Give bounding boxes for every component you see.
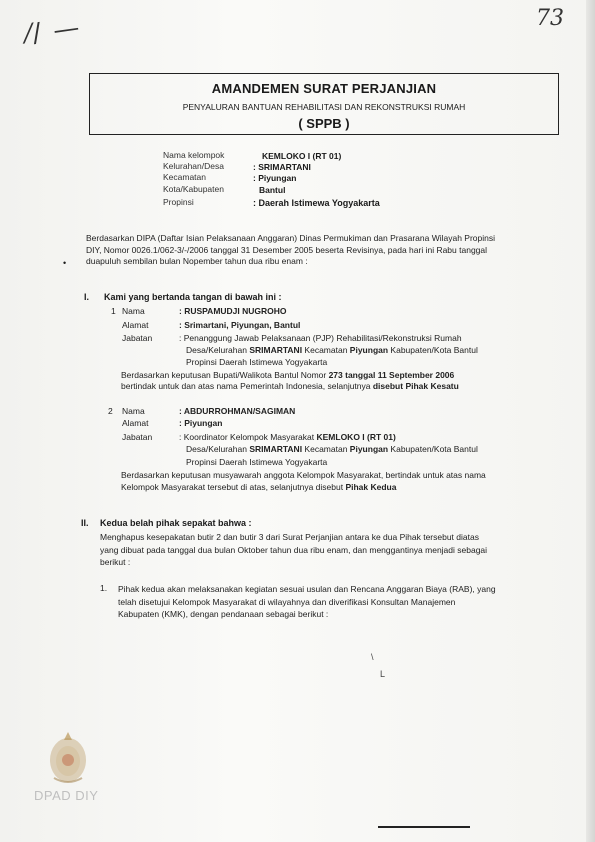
party-2-position-label: Jabatan — [122, 432, 153, 442]
party-2-address: : Piyungan — [179, 418, 223, 428]
district-name: Piyungan — [349, 444, 389, 454]
district-value: : Piyungan — [253, 173, 297, 183]
text-segment: bertindak untuk dan atas nama Pemerintah Indonesia, selanjutnya — [121, 381, 373, 391]
paragraph-line: Pihak kedua akan melaksanakan kegiatan sesuai usulan dan Rencana Anggaran Biaya (RAB), yang — [118, 584, 496, 594]
decree-number: 273 tanggal 11 September 2006 — [328, 370, 455, 380]
section-1-heading: Kami yang bertanda tangan di bawah ini : — [104, 292, 282, 302]
section-2-number: II. — [81, 518, 89, 528]
party-2-number: 2 — [108, 406, 113, 416]
stray-dot: • — [63, 258, 67, 268]
stray-mark: \ — [371, 652, 374, 662]
paragraph-line: Menghapus kesepakatan butir 2 dan butir 3 dari Surat Perjanjian antara ke dua Pihak tersebut diatas — [100, 532, 479, 542]
seal-icon — [44, 728, 92, 786]
item-1-text — [118, 583, 568, 621]
text-segment: Kecamatan — [302, 345, 350, 355]
intro-line: DIY, Nomor 0026.1/062-3/-/2006 tanggal 31 Desember 2005 beserta Revisinya, pada hari ini Rabu tanggal — [86, 244, 488, 255]
party-1-position-line-3: Propinsi Daerah Istimewa Yogyakarta — [186, 357, 328, 367]
province-value: : Daerah Istimewa Yogyakarta — [253, 198, 380, 208]
scan-edge — [586, 0, 595, 842]
village-name: SRIMARTANI — [249, 444, 303, 454]
party-2-position-line-3: Propinsi Daerah Istimewa Yogyakarta — [186, 457, 328, 467]
village-label: Kelurahan/Desa — [163, 161, 224, 171]
intro-line: duapuluh sembilan bulan Nopember tahun dua ribu enam : — [86, 256, 308, 266]
bottom-rule — [378, 826, 470, 828]
party-1-address-label: Alamat — [122, 320, 149, 330]
stray-mark: L — [380, 669, 386, 679]
paragraph-line: telah disetujui Kelompok Masyarakat di wilayahnya dan diverifikasi Konsultan Manajemen — [118, 596, 456, 607]
text-segment: Kelompok Masyarakat tersebut di atas, selanjutnya disebut — [121, 482, 346, 492]
section-2-paragraph — [100, 531, 570, 569]
text-segment: Kecamatan — [302, 444, 350, 454]
document-title: AMANDEMEN SURAT PERJANJIAN — [211, 81, 437, 96]
party-2-address-label: Alamat — [122, 418, 149, 428]
document-subtitle: PENYALURAN BANTUAN REHABILITASI DAN REKONSTRUKSI RUMAH — [182, 102, 466, 112]
district-label: Kecamatan — [163, 172, 206, 182]
party-2-basis-line-2 — [121, 482, 396, 494]
province-label: Propinsi — [163, 197, 194, 207]
party-2-position-line-2 — [186, 444, 478, 456]
page-number: 73 — [536, 6, 564, 31]
village-value: : SRIMARTANI — [253, 162, 311, 172]
paragraph-line: berikut : — [100, 557, 131, 567]
party-1-name-label: Nama — [122, 306, 145, 316]
party-1-address: : Srimartani, Piyungan, Bantul — [179, 320, 301, 330]
party-2-name: : ABDURROHMAN/SAGIMAN — [179, 406, 296, 416]
paragraph-line: Kabupaten (KMK), dengan pendanaan sebagai berikut : — [118, 609, 329, 619]
party-1-designation: disebut Pihak Kesatu — [372, 381, 459, 391]
party-2-position — [179, 432, 396, 444]
section-2-heading: Kedua belah pihak sepakat bahwa : — [100, 518, 252, 528]
group-label: Nama kelompok — [163, 150, 225, 160]
text-segment: Kabupaten/Kota Bantul — [388, 444, 478, 454]
watermark: DPAD DIY — [34, 788, 99, 803]
party-1-position-line-2 — [186, 345, 478, 357]
party-1-number: 1 — [111, 306, 116, 316]
group-value: KEMLOKO I (RT 01) — [262, 151, 342, 161]
village-name: SRIMARTANI — [249, 345, 303, 355]
party-2-designation: Pihak Kedua — [345, 482, 397, 492]
party-1-decree — [121, 370, 454, 382]
party-2-basis-line-1: Berdasarkan keputusan musyawarah anggota Kelompok Masyarakat, bertindak untuk atas nama — [121, 470, 486, 480]
text-segment: : Koordinator Kelompok Masyarakat — [179, 432, 317, 442]
document-code: ( SPPB ) — [298, 116, 350, 131]
intro-line: Berdasarkan DIPA (Daftar Isian Pelaksanaan Anggaran) Dinas Permukiman dan Prasarana Wilayah Propinsi — [86, 233, 495, 243]
party-2-name-label: Nama — [122, 406, 145, 416]
text-segment: Berdasarkan keputusan Bupati/Walikota Bantul Nomor — [121, 370, 329, 380]
district-name: Piyungan — [349, 345, 389, 355]
handwritten-mark: ⁄/ — — [24, 12, 84, 50]
party-1-role — [121, 381, 459, 393]
text-segment: Kabupaten/Kota Bantul — [388, 345, 478, 355]
paragraph-line: yang dibuat pada tanggal dua bulan Oktober tahun dua ribu enam, dan menggantinya menjadi sebagai — [100, 544, 488, 555]
regency-value: Bantul — [259, 185, 286, 195]
party-1-name: : RUSPAMUDJI NUGROHO — [179, 306, 287, 316]
group-name: KEMLOKO I (RT 01) — [316, 432, 396, 442]
party-1-position: : Penanggung Jawab Pelaksanaan (PJP) Rehabilitasi/Rekonstruksi Rumah — [179, 333, 462, 343]
text-segment: Desa/Kelurahan — [186, 345, 250, 355]
party-1-position-label: Jabatan — [122, 333, 153, 343]
section-1-number: I. — [84, 292, 90, 302]
item-1-number: 1. — [100, 583, 108, 593]
text-segment: Desa/Kelurahan — [186, 444, 250, 454]
regency-label: Kota/Kabupaten — [163, 184, 224, 194]
intro-paragraph — [86, 233, 566, 268]
